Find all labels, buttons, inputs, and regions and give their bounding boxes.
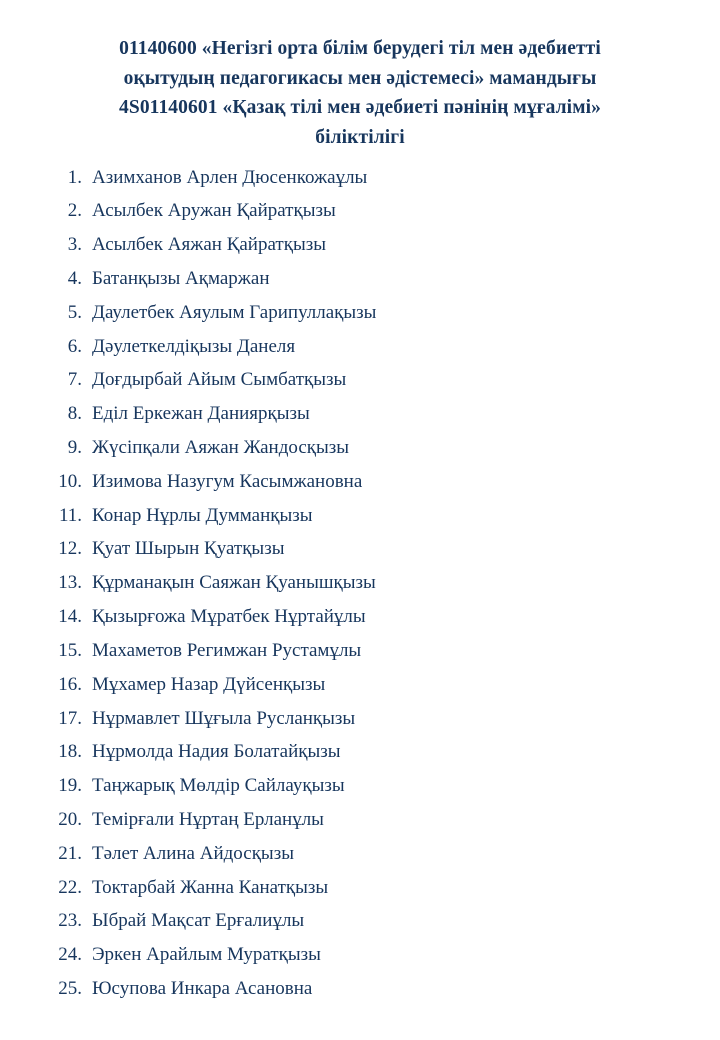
list-item (46, 803, 674, 837)
list-item-name: Қызырғожа Мұратбек Нұртайұлы (92, 606, 366, 628)
list-item-name: Қуат Шырын Қуатқызы (92, 538, 285, 560)
list-item-name: Таңжарық Мөлдір Сайлауқызы (92, 775, 345, 797)
list-item-name: Мұхамер Назар Дүйсенқызы (92, 673, 326, 695)
list-item-name: Құрманақын Саяжан Қуанышқызы (92, 572, 376, 594)
list-item (46, 194, 674, 228)
list-item-name: Нұрмавлет Шұғыла Русланқызы (92, 707, 356, 729)
list-item-number: 4. (67, 267, 82, 289)
list-item-number: 10. (58, 470, 82, 492)
list-item (46, 363, 674, 397)
list-item-number: 12. (58, 538, 82, 560)
list-item-name: Нұрмолда Надия Болатайқызы (92, 741, 341, 763)
list-item-number: 17. (58, 707, 82, 729)
list-item-name: Асылбек Аружан Қайратқызы (92, 200, 336, 222)
list-item-number: 14. (58, 606, 82, 628)
list-item (46, 499, 674, 533)
list-item-name: Доғдырбай Айым Сымбатқызы (92, 369, 347, 391)
list-item (46, 735, 674, 769)
list-item (46, 262, 674, 296)
list-item-name: Изимова Назугум Касымжановна (92, 470, 363, 492)
list-item (46, 904, 674, 938)
list-item (46, 566, 674, 600)
list-item-number: 8. (67, 403, 82, 425)
list-item-number: 23. (58, 910, 82, 932)
list-item-number: 21. (58, 842, 82, 864)
list-item-number: 2. (67, 200, 82, 222)
list-item-name: Токтарбай Жанна Канатқызы (92, 876, 329, 898)
list-item-name: Асылбек Аяжан Қайратқызы (92, 234, 326, 256)
list-item (46, 668, 674, 702)
list-item (46, 397, 674, 431)
list-item-name: Еділ Еркежан Даниярқызы (92, 403, 310, 425)
list-item-number: 15. (58, 639, 82, 661)
list-item-number: 13. (58, 572, 82, 594)
student-name-list (46, 161, 674, 1006)
list-item-name: Эркен Арайлым Муратқызы (92, 944, 321, 966)
page-title (52, 34, 668, 153)
list-item-name: Махаметов Регимжан Рустамұлы (92, 639, 362, 661)
list-item-name: Дәулеткелдіқызы Данеля (92, 335, 296, 357)
page-title-line-4: біліктілігі (315, 126, 405, 148)
page-title-line-2: оқытудың педагогикасы мен әдістемесі» мамандығы (123, 67, 597, 89)
list-item-name: Юсупова Инкара Асановна (92, 978, 313, 999)
list-item-number: 9. (67, 437, 82, 458)
list-item-number: 24. (58, 944, 82, 966)
list-item (46, 837, 674, 871)
list-item (46, 702, 674, 736)
list-item (46, 871, 674, 905)
list-item-number: 19. (58, 775, 82, 797)
list-item-number: 18. (58, 741, 82, 763)
list-item (46, 532, 674, 566)
list-item-number: 7. (67, 369, 82, 391)
list-item (46, 938, 674, 972)
list-item (46, 296, 674, 330)
list-item (46, 972, 674, 1006)
list-item-name: Конар Нұрлы Думманқызы (92, 504, 313, 526)
page-title-line-3: 4S01140601 «Қазақ тілі мен әдебиеті пәнінің мұғалімі» (119, 97, 601, 119)
list-item (46, 465, 674, 499)
list-item (46, 431, 674, 465)
list-item-number: 25. (58, 978, 82, 999)
list-item-name: Жүсіпқали Аяжан Жандосқызы (92, 437, 350, 458)
list-item (46, 769, 674, 803)
list-item-number: 6. (67, 335, 82, 357)
list-item-number: 3. (67, 234, 82, 256)
list-item-name: Азимханов Арлен Дюсенкожаұлы (92, 166, 368, 188)
list-item (46, 161, 674, 195)
list-item-number: 1. (67, 166, 82, 188)
page-title-line-1: 01140600 «Негізгі орта білім берудегі тіл мен әдебиетті (119, 38, 601, 59)
list-item (46, 330, 674, 364)
list-item (46, 634, 674, 668)
list-item-name: Батанқызы Ақмаржан (92, 267, 270, 289)
list-item-number: 11. (58, 504, 82, 526)
list-item (46, 600, 674, 634)
list-item-name: Даулетбек Аяулым Гарипуллақызы (92, 301, 377, 323)
list-item-name: Ыбрай Мақсат Ерғалиұлы (92, 910, 305, 932)
list-item-name: Темірғали Нұртаң Ерланұлы (92, 808, 324, 830)
list-item-number: 5. (67, 301, 82, 323)
list-item (46, 228, 674, 262)
list-item-number: 16. (58, 673, 82, 695)
list-item-name: Тәлет Алина Айдосқызы (92, 842, 294, 864)
list-item-number: 20. (58, 808, 82, 830)
list-item-number: 22. (58, 876, 82, 898)
